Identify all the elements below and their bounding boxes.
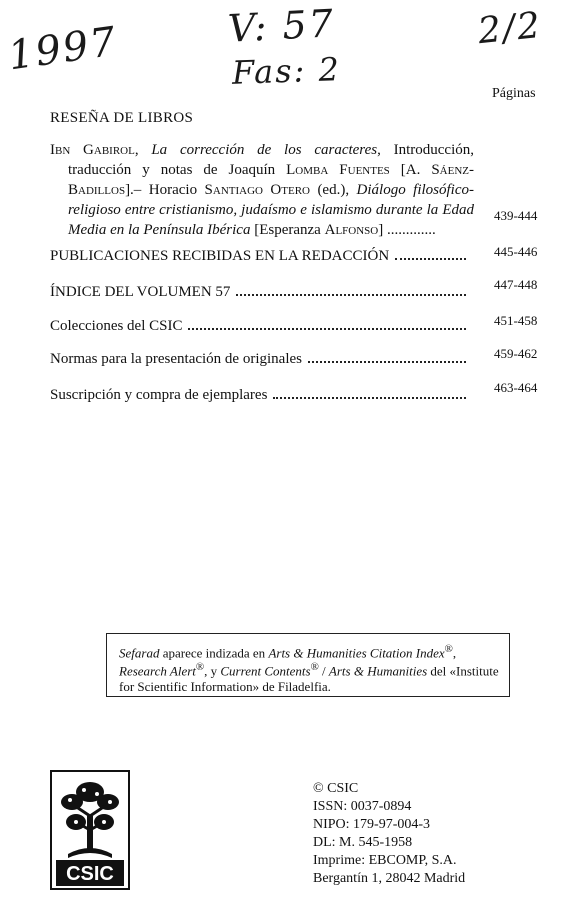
review-ed: (ed.), [309, 182, 357, 198]
handwritten-fraction: 2/2 [476, 4, 544, 53]
review-book-title: La corrección de los caracteres [151, 142, 378, 158]
toc-entry [50, 349, 470, 369]
index-name: Research Alert [119, 663, 196, 679]
imprint-line: Imprime: EBCOMP, S.A. [313, 853, 457, 868]
handwritten-year: 1997 [5, 18, 121, 80]
toc-entry [50, 385, 470, 405]
imprint-line: ISSN: 0037-0894 [313, 799, 412, 814]
index-name: Arts & Humanities Citation Index [268, 645, 445, 661]
registered-mark: ® [444, 643, 453, 655]
imprint-line: DL: M. 545-1958 [313, 835, 413, 850]
imprint-line: Bergantín 1, 28042 Madrid [313, 871, 466, 886]
dot-leader [188, 328, 466, 330]
imprint-block [313, 780, 465, 888]
dot-leader [236, 294, 466, 296]
review-reviewer: A. Sáenz-Badillos [68, 162, 474, 198]
notice-text: del «Institute for Scientific Information» de Filadelfia. [119, 663, 499, 694]
review-reviewer-2-last: Alfonso [324, 222, 379, 238]
review-leader: ............. [386, 222, 436, 238]
csic-logo [50, 770, 130, 890]
review-text: , Introducción, traducción y notas de Joaquín [68, 142, 474, 178]
registered-mark: ® [195, 661, 205, 674]
index-name: Current Contents [220, 663, 311, 679]
section-title: RESEÑA DE LIBROS [50, 110, 194, 126]
imprint-line: © CSIC [313, 781, 359, 796]
review-pages: 439-444 [494, 208, 538, 223]
notice-comma: , [452, 645, 457, 661]
toc-pages: 463-464 [494, 380, 538, 395]
handwritten-volume: V: 57 [226, 1, 336, 51]
book-review-entry: Ibn Gabirol, La corrección de los caracteres, Introducción, traducción y notas de Joaquín Lomba Fuentes [A. Sáenz-Badillos].– Horacio Santiago Otero (ed.), Diálogo filosófico-religioso entre cristianismo, judaísmo e islamismo durante la Edad Media en la Península Ibérica [Esperanza Alfonso] ............. [50, 142, 474, 238]
notice-slash: / [318, 663, 329, 679]
notice-text: , y [204, 663, 221, 679]
paginas-column-header: Páginas [492, 86, 536, 101]
review-book-title-2: Diálogo filosófico-religioso entre cristianismo, judaísmo e islamismo durante la Edad Media en la Península Ibérica [68, 182, 474, 238]
toc-pages: 447-448 [494, 277, 538, 292]
toc-title: Colecciones del CSIC [50, 318, 183, 334]
review-reviewer-2-first: Esperanza [259, 222, 325, 238]
journal-name: Sefarad [119, 645, 160, 661]
notice-text: aparece indizada en [159, 645, 269, 661]
review-editor: Lomba Fuentes [286, 162, 390, 178]
toc-entry [50, 316, 470, 336]
toc-pages: 459-462 [494, 346, 538, 361]
dot-leader [273, 397, 466, 399]
indexing-notice-box [106, 633, 510, 697]
registered-mark: ® [310, 661, 319, 674]
toc-entry [50, 282, 470, 302]
logo-text: CSIC [66, 863, 114, 885]
dot-leader [395, 258, 466, 260]
imprint-line: NIPO: 179-97-004-3 [313, 817, 431, 832]
review-author-2: Santiago Otero [204, 182, 310, 198]
handwritten-fascicle: Fas: 2 [231, 50, 342, 92]
toc-entry [50, 246, 470, 266]
toc-title: Suscripción y compra de ejemplares [50, 387, 268, 403]
review-separator: ].– Horacio [125, 182, 205, 198]
toc-pages: 445-446 [494, 244, 538, 259]
toc-title: PUBLICACIONES RECIBIDAS EN LA REDACCIÓN [50, 248, 390, 264]
review-author: Ibn Gabirol [50, 142, 135, 158]
toc-title: ÍNDICE DEL VOLUMEN 57 [50, 284, 231, 300]
index-name: Arts & Humanities [328, 663, 428, 679]
toc-pages: 451-458 [494, 313, 538, 328]
toc-title: Normas para la presentación de originales [50, 351, 302, 367]
dot-leader [308, 361, 466, 363]
